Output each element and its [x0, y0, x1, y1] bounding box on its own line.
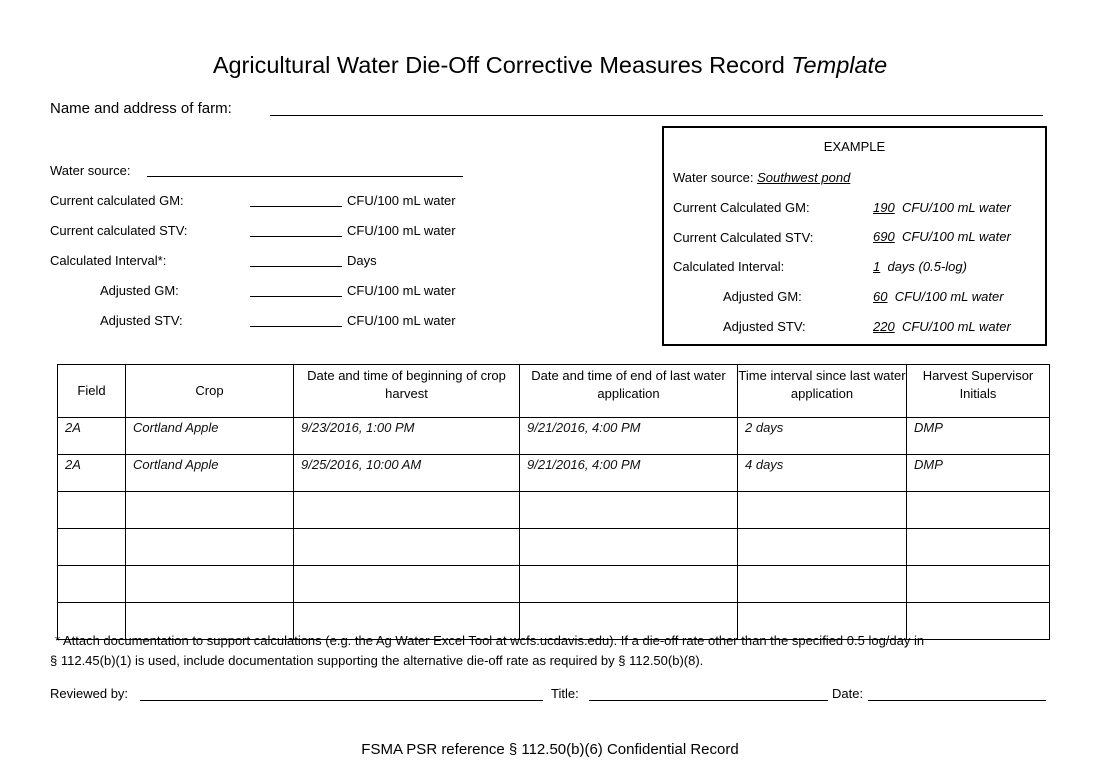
example-gm-value: 190 CFU/100 mL water [873, 200, 1011, 215]
water-source-label: Water source: [50, 163, 131, 178]
interval-label: Calculated Interval*: [50, 253, 167, 268]
farm-name-label: Name and address of farm: [50, 100, 232, 117]
adj-gm-label: Adjusted GM: [100, 283, 179, 298]
stv-label: Current calculated STV: [50, 223, 188, 238]
table-row [58, 566, 1050, 603]
example-water-source-value: Southwest pond [757, 170, 851, 185]
water-source-field[interactable] [147, 176, 463, 177]
cell-interval[interactable] [738, 492, 907, 529]
header-harvest-start: Date and time of beginning of crop harvest [294, 365, 520, 418]
cell-last-water[interactable] [520, 566, 738, 603]
reviewed-by-field[interactable] [140, 700, 543, 701]
cell-interval[interactable]: 4 days [738, 455, 907, 492]
header-last-water: Date and time of end of last water application [520, 365, 738, 418]
date-label: Date: [832, 686, 864, 701]
cell-supervisor[interactable]: DMP [907, 418, 1050, 455]
table-row [58, 529, 1050, 566]
adj-gm-unit: CFU/100 mL water [347, 283, 456, 298]
table-header-row [58, 365, 1050, 418]
cell-harvest-start[interactable] [294, 566, 520, 603]
example-stv-label: Current Calculated STV: [673, 230, 814, 245]
date-field[interactable] [868, 700, 1046, 701]
interval-field[interactable] [250, 266, 342, 267]
adj-stv-unit: CFU/100 mL water [347, 313, 456, 328]
cell-interval[interactable]: 2 days [738, 418, 907, 455]
cell-supervisor[interactable] [907, 603, 1050, 640]
adj-gm-field[interactable] [250, 296, 342, 297]
footnote-line-2: § 112.45(b)(1) is used, include documentation supporting the alternative die-off rate as required by § 112.50(b)(8). [50, 653, 704, 668]
cell-harvest-start[interactable]: 9/23/2016, 1:00 PM [294, 418, 520, 455]
cell-crop[interactable] [126, 492, 294, 529]
footnote-line-1: * Attach documentation to support calculations (e.g. the Ag Water Excel Tool at wcfs.ucdavis.edu). If a die-off rate other than the specified 0.5 log/day in [55, 633, 925, 648]
cell-supervisor[interactable] [907, 529, 1050, 566]
title-field[interactable] [589, 700, 828, 701]
example-water-source [673, 170, 850, 185]
example-gm-label: Current Calculated GM: [673, 200, 810, 215]
title-text: Agricultural Water Die-Off Corrective Measures Record [212, 52, 785, 78]
adj-stv-field[interactable] [250, 326, 342, 327]
example-adj-stv-label: Adjusted STV: [723, 319, 806, 334]
example-adj-gm-label: Adjusted GM: [723, 289, 802, 304]
cell-supervisor[interactable] [907, 492, 1050, 529]
stv-field[interactable] [250, 236, 342, 237]
cell-last-water[interactable]: 9/21/2016, 4:00 PM [520, 418, 738, 455]
cell-last-water[interactable]: 9/21/2016, 4:00 PM [520, 455, 738, 492]
cell-supervisor[interactable]: DMP [907, 455, 1050, 492]
example-stv-value: 690 CFU/100 mL water [873, 229, 1011, 244]
page-title [0, 52, 1100, 79]
cell-supervisor[interactable] [907, 566, 1050, 603]
example-adj-gm-value: 60 CFU/100 mL water [873, 289, 1004, 304]
farm-name-field[interactable] [270, 115, 1043, 116]
cell-interval[interactable] [738, 529, 907, 566]
fsma-reference: FSMA PSR reference § 112.50(b)(6) Confidential Record [361, 741, 739, 758]
gm-label: Current calculated GM: [50, 193, 184, 208]
reviewed-by-label: Reviewed by: [50, 686, 129, 701]
example-interval-value: 1 days (0.5-log) [873, 259, 967, 274]
cell-last-water[interactable] [520, 529, 738, 566]
cell-last-water[interactable] [520, 492, 738, 529]
cell-harvest-start[interactable] [294, 529, 520, 566]
cell-harvest-start[interactable]: 9/25/2016, 10:00 AM [294, 455, 520, 492]
adj-stv-label: Adjusted STV: [100, 313, 183, 328]
cell-crop[interactable] [126, 529, 294, 566]
cell-crop[interactable] [126, 566, 294, 603]
harvest-log-table [57, 364, 1050, 640]
header-supervisor: Harvest Supervisor Initials [907, 365, 1050, 418]
title-suffix: Template [791, 52, 888, 78]
header-interval: Time interval since last water application [738, 365, 907, 418]
cell-field[interactable]: 2A [58, 455, 126, 492]
cell-crop[interactable]: Cortland Apple [126, 455, 294, 492]
cell-field[interactable] [58, 566, 126, 603]
table-row [58, 492, 1050, 529]
header-crop: Crop [126, 365, 294, 418]
table-row [58, 418, 1050, 455]
gm-field[interactable] [250, 206, 342, 207]
title-label: Title: [551, 686, 579, 701]
cell-crop[interactable]: Cortland Apple [126, 418, 294, 455]
cell-field[interactable] [58, 529, 126, 566]
header-field: Field [58, 365, 126, 418]
example-interval-label: Calculated Interval: [673, 259, 785, 274]
gm-unit: CFU/100 mL water [347, 193, 456, 208]
example-water-source-label: Water source: [673, 170, 754, 185]
interval-unit: Days [347, 253, 377, 268]
example-title: EXAMPLE [823, 139, 886, 154]
cell-field[interactable] [58, 492, 126, 529]
cell-harvest-start[interactable] [294, 492, 520, 529]
table-row [58, 455, 1050, 492]
stv-unit: CFU/100 mL water [347, 223, 456, 238]
cell-interval[interactable] [738, 566, 907, 603]
cell-field[interactable]: 2A [58, 418, 126, 455]
example-adj-stv-value: 220 CFU/100 mL water [873, 319, 1011, 334]
